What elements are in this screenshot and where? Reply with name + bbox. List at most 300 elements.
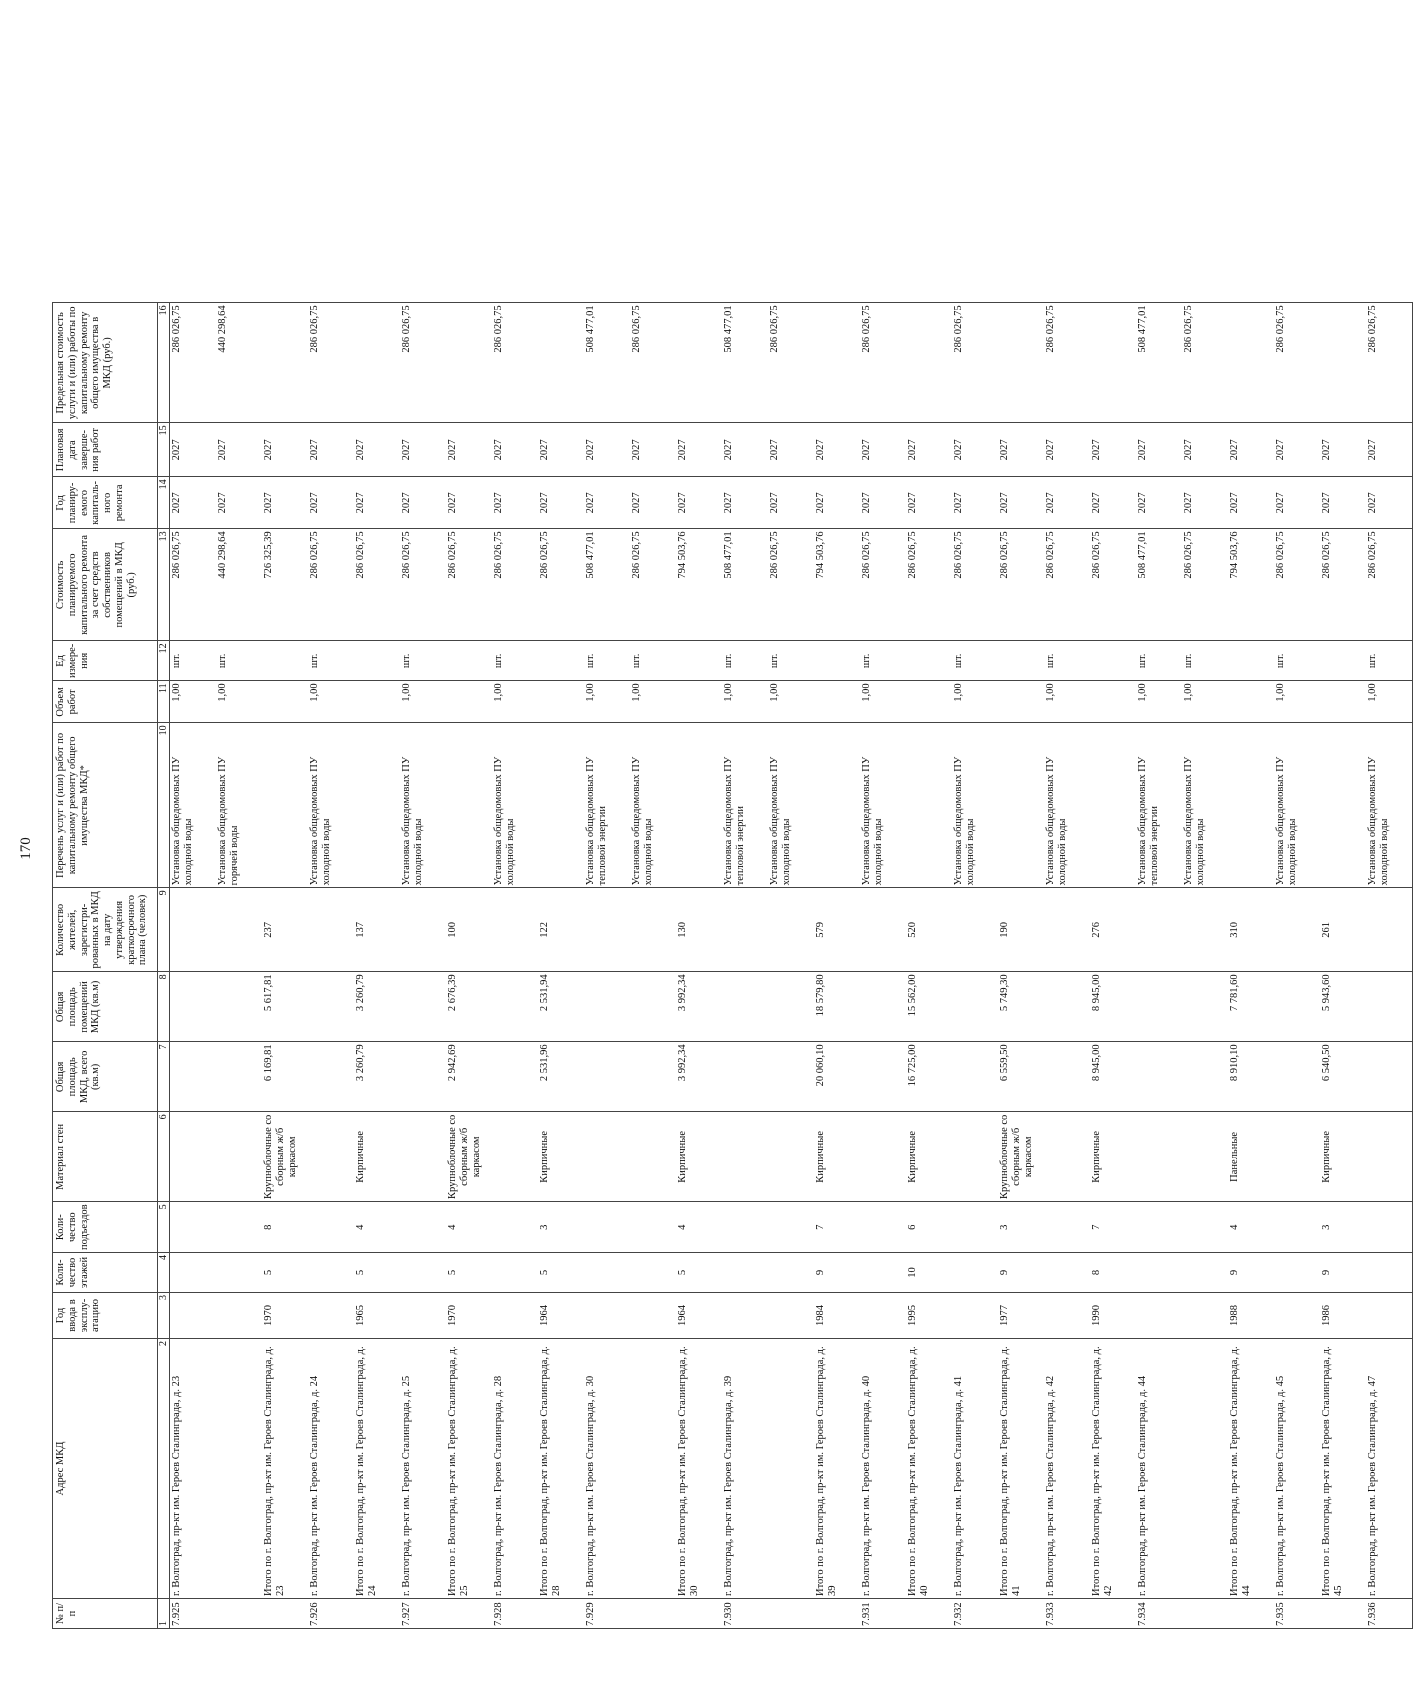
- table-cell: 286 026,75: [1044, 529, 1090, 641]
- table-cell: 5: [354, 1253, 400, 1293]
- table-cell: [400, 1293, 446, 1339]
- table-cell: 3: [998, 1202, 1044, 1253]
- table-cell: 286 026,75: [906, 529, 952, 641]
- table-cell: 520: [906, 888, 952, 972]
- table-cell: [1136, 1202, 1182, 1253]
- table-cell: Установка общедомовых ПУ холодной воды: [1044, 723, 1090, 888]
- table-cell: 1977: [998, 1293, 1044, 1339]
- table-cell: [262, 641, 308, 681]
- total-row: [446, 303, 492, 1629]
- table-cell: [814, 641, 860, 681]
- table-cell: 2027: [492, 423, 538, 477]
- table-cell: 286 026,75: [308, 303, 354, 423]
- page-number: 170: [18, 837, 34, 860]
- table-cell: 1970: [446, 1293, 492, 1339]
- table-cell: Кирпичные: [906, 1112, 952, 1202]
- table-cell: [630, 972, 676, 1042]
- table-cell: 7.926: [308, 1599, 354, 1629]
- table-cell: [1320, 1599, 1366, 1629]
- column-number: 10: [158, 723, 170, 888]
- table-cell: [1090, 1599, 1136, 1629]
- table-cell: [1320, 303, 1366, 423]
- table-cell: [308, 1202, 354, 1253]
- table-cell: 1,00: [1044, 681, 1090, 723]
- table-cell: [1182, 1112, 1228, 1202]
- table-cell: [170, 1202, 217, 1253]
- table-cell: [584, 972, 630, 1042]
- table-cell: Установка общедомовых ПУ холодной воды: [170, 723, 217, 888]
- table-cell: 7.928: [492, 1599, 538, 1629]
- table-cell: [1274, 1042, 1320, 1112]
- table-cell: 794 503,76: [676, 529, 722, 641]
- table-cell: [1274, 1202, 1320, 1253]
- table-cell: 9: [1228, 1253, 1274, 1293]
- table-cell: [538, 303, 584, 423]
- table-cell: 2027: [722, 423, 768, 477]
- table-cell: 1,00: [308, 681, 354, 723]
- table-cell: [1274, 888, 1320, 972]
- table-cell: 1984: [814, 1293, 860, 1339]
- table-cell: Итого по г. Волгоград, пр-кт им. Героев Сталинграда, д. 45: [1320, 1339, 1366, 1599]
- table-cell: 261: [1320, 888, 1366, 972]
- table-cell: [492, 1042, 538, 1112]
- table-cell: 7.936: [1366, 1599, 1413, 1629]
- table-cell: 7.935: [1274, 1599, 1320, 1629]
- table-cell: [1182, 972, 1228, 1042]
- table-cell: Крупноблочные со сборным ж/б каркасом: [262, 1112, 308, 1202]
- column-header: Год ввода в эксплу-атацию: [53, 1293, 158, 1339]
- table-cell: 2027: [1274, 477, 1320, 529]
- table-cell: [354, 641, 400, 681]
- table-cell: 5 943,60: [1320, 972, 1366, 1042]
- table-cell: [262, 681, 308, 723]
- table-cell: 2027: [308, 477, 354, 529]
- column-header: Объем работ: [53, 681, 158, 723]
- table-cell: г. Волгоград, пр-кт им. Героев Сталинграда, д. 42: [1044, 1339, 1090, 1599]
- table-cell: 5 617,81: [262, 972, 308, 1042]
- table-cell: 8 945,00: [1090, 1042, 1136, 1112]
- table-cell: [768, 1202, 814, 1253]
- table-cell: [860, 1253, 906, 1293]
- table-cell: 286 026,75: [1366, 529, 1413, 641]
- table-cell: Кирпичные: [1320, 1112, 1366, 1202]
- table-cell: [492, 1202, 538, 1253]
- table-cell: 100: [446, 888, 492, 972]
- table-cell: [630, 1293, 676, 1339]
- table-cell: 1,00: [1366, 681, 1413, 723]
- table-cell: 286 026,75: [630, 529, 676, 641]
- table-cell: [860, 1202, 906, 1253]
- table-cell: 7.932: [952, 1599, 998, 1629]
- table-cell: 1964: [538, 1293, 584, 1339]
- table-cell: [262, 723, 308, 888]
- column-number: 15: [158, 423, 170, 477]
- table-cell: 6: [906, 1202, 952, 1253]
- table-cell: 1,00: [216, 681, 262, 723]
- table-cell: 137: [354, 888, 400, 972]
- table-cell: [906, 681, 952, 723]
- table-cell: 286 026,75: [1274, 303, 1320, 423]
- table-cell: 508 477,01: [722, 303, 768, 423]
- table-cell: [446, 641, 492, 681]
- table-cell: 6 559,50: [998, 1042, 1044, 1112]
- column-number: 4: [158, 1253, 170, 1293]
- table-cell: [1182, 888, 1228, 972]
- table-cell: [998, 303, 1044, 423]
- table-cell: 1964: [676, 1293, 722, 1339]
- table-cell: 2027: [998, 477, 1044, 529]
- table-cell: 2027: [814, 477, 860, 529]
- table-cell: 2027: [952, 423, 998, 477]
- column-header: Коли-чество подъездов: [53, 1202, 158, 1253]
- table-cell: Итого по г. Волгоград, пр-кт им. Героев Сталинграда, д. 39: [814, 1339, 860, 1599]
- table-cell: Установка общедомовых ПУ тепловой энергии: [584, 723, 630, 888]
- table-cell: 2027: [906, 477, 952, 529]
- table-cell: [308, 972, 354, 1042]
- table-cell: Кирпичные: [814, 1112, 860, 1202]
- table-cell: шт.: [216, 641, 262, 681]
- table-cell: [952, 1202, 998, 1253]
- table-cell: [630, 1112, 676, 1202]
- table-cell: 2027: [354, 423, 400, 477]
- table-row: [1136, 303, 1182, 1629]
- column-number: 5: [158, 1202, 170, 1253]
- table-cell: Итого по г. Волгоград, пр-кт им. Героев Сталинграда, д. 40: [906, 1339, 952, 1599]
- table-cell: шт.: [400, 641, 446, 681]
- table-cell: 1,00: [860, 681, 906, 723]
- table-cell: 1,00: [170, 681, 217, 723]
- table-cell: [1044, 1253, 1090, 1293]
- table-cell: [676, 303, 722, 423]
- table-cell: [1274, 1112, 1320, 1202]
- table-cell: Кирпичные: [354, 1112, 400, 1202]
- table-cell: 440 298,64: [216, 529, 262, 641]
- table-cell: [1366, 1112, 1413, 1202]
- table-cell: [998, 1599, 1044, 1629]
- table-cell: 1,00: [630, 681, 676, 723]
- column-number: 11: [158, 681, 170, 723]
- table-cell: 2027: [1090, 477, 1136, 529]
- table-cell: [216, 1599, 262, 1629]
- table-cell: 579: [814, 888, 860, 972]
- table-cell: 1,00: [400, 681, 446, 723]
- table-row: [400, 303, 446, 1629]
- table-cell: [1274, 1293, 1320, 1339]
- column-header: Количество жителей, зарегистри-рованных в МКД на дату утверждения краткосрочного плана (человек): [53, 888, 158, 972]
- table-cell: 9: [998, 1253, 1044, 1293]
- table-cell: 7.925: [170, 1599, 217, 1629]
- table-cell: 2027: [1090, 423, 1136, 477]
- column-number-row: [158, 303, 170, 1629]
- table-cell: [1366, 1293, 1413, 1339]
- table-cell: 2027: [998, 423, 1044, 477]
- table-cell: 286 026,75: [1274, 529, 1320, 641]
- table-cell: [584, 1293, 630, 1339]
- table-cell: Установка общедомовых ПУ холодной воды: [400, 723, 446, 888]
- column-number: 3: [158, 1293, 170, 1339]
- table-cell: 20 060,10: [814, 1042, 860, 1112]
- table-cell: шт.: [1182, 641, 1228, 681]
- repair-plan-table: [52, 302, 1413, 1629]
- table-cell: Итого по г. Волгоград, пр-кт им. Героев Сталинграда, д. 28: [538, 1339, 584, 1599]
- table-cell: 2 676,39: [446, 972, 492, 1042]
- table-cell: 2027: [1044, 477, 1090, 529]
- table-cell: 2027: [216, 477, 262, 529]
- table-cell: шт.: [170, 641, 217, 681]
- table-cell: 2027: [1320, 477, 1366, 529]
- table-cell: [814, 303, 860, 423]
- table-cell: 3: [1320, 1202, 1366, 1253]
- column-header: Коли-чество этажей: [53, 1253, 158, 1293]
- table-cell: Кирпичные: [676, 1112, 722, 1202]
- total-row: [262, 303, 308, 1629]
- table-cell: [1228, 723, 1274, 888]
- table-cell: [216, 972, 262, 1042]
- table-cell: Итого по г. Волгоград, пр-кт им. Героев Сталинграда, д. 25: [446, 1339, 492, 1599]
- total-row: [676, 303, 722, 1629]
- table-cell: [216, 1042, 262, 1112]
- total-row: [814, 303, 860, 1629]
- table-row: [216, 303, 262, 1629]
- table-cell: [400, 1202, 446, 1253]
- table-cell: 286 026,75: [1182, 303, 1228, 423]
- total-row: [1228, 303, 1274, 1629]
- table-cell: [1136, 1293, 1182, 1339]
- table-cell: [1228, 641, 1274, 681]
- table-cell: 794 503,76: [814, 529, 860, 641]
- table-cell: 2027: [446, 477, 492, 529]
- table-cell: [1182, 1042, 1228, 1112]
- table-cell: [1136, 1253, 1182, 1293]
- table-cell: 1965: [354, 1293, 400, 1339]
- table-cell: [676, 723, 722, 888]
- table-cell: [952, 1112, 998, 1202]
- table-cell: [768, 1293, 814, 1339]
- table-cell: шт.: [308, 641, 354, 681]
- table-cell: [1044, 1202, 1090, 1253]
- table-cell: 2027: [584, 477, 630, 529]
- table-row: [722, 303, 768, 1629]
- table-cell: [492, 1293, 538, 1339]
- table-cell: 286 026,75: [630, 303, 676, 423]
- table-cell: 2027: [860, 423, 906, 477]
- table-cell: [952, 972, 998, 1042]
- table-row: [952, 303, 998, 1629]
- table-cell: [952, 888, 998, 972]
- table-cell: 286 026,75: [952, 303, 998, 423]
- table-cell: 286 026,75: [1366, 303, 1413, 423]
- table-cell: [1090, 303, 1136, 423]
- table-cell: 122: [538, 888, 584, 972]
- table-cell: 2027: [446, 423, 492, 477]
- table-cell: [216, 888, 262, 972]
- column-number: 1: [158, 1599, 170, 1629]
- table-cell: [262, 1599, 308, 1629]
- table-cell: г. Волгоград, пр-кт им. Героев Сталинграда, д. 44: [1136, 1339, 1182, 1599]
- table-cell: 286 026,75: [400, 303, 446, 423]
- table-cell: [722, 1293, 768, 1339]
- table-cell: [308, 1042, 354, 1112]
- table-cell: [1136, 1042, 1182, 1112]
- table-cell: 2027: [722, 477, 768, 529]
- column-number: 7: [158, 1042, 170, 1112]
- table-cell: [584, 1202, 630, 1253]
- table-cell: 9: [814, 1253, 860, 1293]
- table-cell: 10: [906, 1253, 952, 1293]
- table-cell: Крупноблочные со сборным ж/б каркасом: [998, 1112, 1044, 1202]
- table-cell: [1090, 681, 1136, 723]
- table-cell: 5: [538, 1253, 584, 1293]
- table-cell: [446, 681, 492, 723]
- table-cell: [216, 1339, 262, 1599]
- table-cell: 237: [262, 888, 308, 972]
- column-header: Плановая дата заверше-ния работ: [53, 423, 158, 477]
- table-cell: 1995: [906, 1293, 952, 1339]
- table-cell: 3: [538, 1202, 584, 1253]
- table-cell: [1182, 1599, 1228, 1629]
- table-cell: 7.929: [584, 1599, 630, 1629]
- table-cell: 7.930: [722, 1599, 768, 1629]
- table-cell: 2027: [262, 423, 308, 477]
- table-cell: [400, 888, 446, 972]
- table-cell: [216, 1202, 262, 1253]
- table-cell: 2027: [584, 423, 630, 477]
- table-cell: [768, 1042, 814, 1112]
- table-cell: [170, 972, 217, 1042]
- table-cell: [630, 1253, 676, 1293]
- table-cell: [630, 1339, 676, 1599]
- table-cell: [676, 641, 722, 681]
- table-cell: [400, 1112, 446, 1202]
- table-cell: 2027: [860, 477, 906, 529]
- table-cell: Установка общедомовых ПУ тепловой энергии: [1136, 723, 1182, 888]
- table-cell: [170, 1112, 217, 1202]
- table-cell: 310: [1228, 888, 1274, 972]
- table-cell: 1,00: [952, 681, 998, 723]
- column-number: 2: [158, 1339, 170, 1599]
- table-cell: 15 562,00: [906, 972, 952, 1042]
- table-cell: 508 477,01: [584, 529, 630, 641]
- table-cell: [1228, 681, 1274, 723]
- table-cell: Кирпичные: [538, 1112, 584, 1202]
- table-cell: [1136, 972, 1182, 1042]
- table-cell: [216, 1112, 262, 1202]
- table-cell: 286 026,75: [492, 303, 538, 423]
- table-cell: [630, 888, 676, 972]
- table-cell: [354, 681, 400, 723]
- table-cell: [768, 1599, 814, 1629]
- table-cell: шт.: [584, 641, 630, 681]
- column-header: Общая площадь помещений МКД (кв.м): [53, 972, 158, 1042]
- table-cell: г. Волгоград, пр-кт им. Героев Сталинграда, д. 30: [584, 1339, 630, 1599]
- table-cell: [1274, 1253, 1320, 1293]
- table-cell: 4: [1228, 1202, 1274, 1253]
- table-cell: [400, 1042, 446, 1112]
- table-cell: 1,00: [1136, 681, 1182, 723]
- column-header: Материал стен: [53, 1112, 158, 1202]
- table-cell: [1044, 972, 1090, 1042]
- table-cell: 8: [1090, 1253, 1136, 1293]
- table-cell: [676, 1599, 722, 1629]
- table-cell: [1136, 1112, 1182, 1202]
- table-cell: 1,00: [492, 681, 538, 723]
- table-row: [584, 303, 630, 1629]
- table-row: [1366, 303, 1413, 1629]
- total-row: [354, 303, 400, 1629]
- table-cell: Установка общедомовых ПУ холодной воды: [768, 723, 814, 888]
- column-header: Перечень услуг и (или) работ по капитальному ремонту общего имущества МКД*: [53, 723, 158, 888]
- table-cell: Установка общедомовых ПУ холодной воды: [1274, 723, 1320, 888]
- table-cell: 286 026,75: [1320, 529, 1366, 641]
- table-cell: 1970: [262, 1293, 308, 1339]
- table-cell: 4: [354, 1202, 400, 1253]
- table-cell: 4: [446, 1202, 492, 1253]
- table-cell: 3 992,34: [676, 1042, 722, 1112]
- table-cell: Установка общедомовых ПУ холодной воды: [492, 723, 538, 888]
- table-cell: 2027: [1320, 423, 1366, 477]
- table-cell: шт.: [1136, 641, 1182, 681]
- table-cell: 2027: [354, 477, 400, 529]
- table-cell: 2027: [630, 477, 676, 529]
- table-cell: [1320, 723, 1366, 888]
- table-cell: шт.: [630, 641, 676, 681]
- table-cell: 2027: [170, 477, 217, 529]
- table-cell: Установка общедомовых ПУ холодной воды: [308, 723, 354, 888]
- table-cell: [492, 888, 538, 972]
- table-cell: 286 026,75: [492, 529, 538, 641]
- table-cell: 286 026,75: [400, 529, 446, 641]
- table-cell: [538, 681, 584, 723]
- table-cell: [1182, 1293, 1228, 1339]
- table-cell: 18 579,80: [814, 972, 860, 1042]
- table-cell: 2027: [768, 477, 814, 529]
- table-cell: [630, 1042, 676, 1112]
- table-cell: 1986: [1320, 1293, 1366, 1339]
- table-cell: Итого по г. Волгоград, пр-кт им. Героев Сталинграда, д. 30: [676, 1339, 722, 1599]
- table-cell: Установка общедомовых ПУ холодной воды: [860, 723, 906, 888]
- table-cell: 6 540,50: [1320, 1042, 1366, 1112]
- table-cell: шт.: [952, 641, 998, 681]
- table-cell: [1366, 888, 1413, 972]
- table-cell: Установка общедомовых ПУ горячей воды: [216, 723, 262, 888]
- table-cell: [722, 1202, 768, 1253]
- table-cell: [630, 1599, 676, 1629]
- table-cell: 1,00: [1182, 681, 1228, 723]
- table-cell: [676, 681, 722, 723]
- table-cell: 1988: [1228, 1293, 1274, 1339]
- table-cell: 286 026,75: [170, 303, 217, 423]
- table-cell: 1,00: [584, 681, 630, 723]
- table-cell: [1182, 1339, 1228, 1599]
- table-cell: 286 026,75: [998, 529, 1044, 641]
- table-cell: 2027: [676, 423, 722, 477]
- table-cell: 2027: [1044, 423, 1090, 477]
- table-cell: 2027: [170, 423, 217, 477]
- column-number: 16: [158, 303, 170, 423]
- table-cell: 130: [676, 888, 722, 972]
- table-cell: 726 325,39: [262, 529, 308, 641]
- table-cell: [354, 1599, 400, 1629]
- table-cell: г. Волгоград, пр-кт им. Героев Сталинграда, д. 45: [1274, 1339, 1320, 1599]
- table-cell: [768, 888, 814, 972]
- table-cell: 2027: [768, 423, 814, 477]
- table-cell: г. Волгоград, пр-кт им. Героев Сталинграда, д. 24: [308, 1339, 354, 1599]
- table-cell: 2027: [1182, 423, 1228, 477]
- table-row: [1274, 303, 1320, 1629]
- table-cell: 1,00: [1274, 681, 1320, 723]
- table-cell: Установка общедомовых ПУ холодной воды: [630, 723, 676, 888]
- table-cell: 7.933: [1044, 1599, 1090, 1629]
